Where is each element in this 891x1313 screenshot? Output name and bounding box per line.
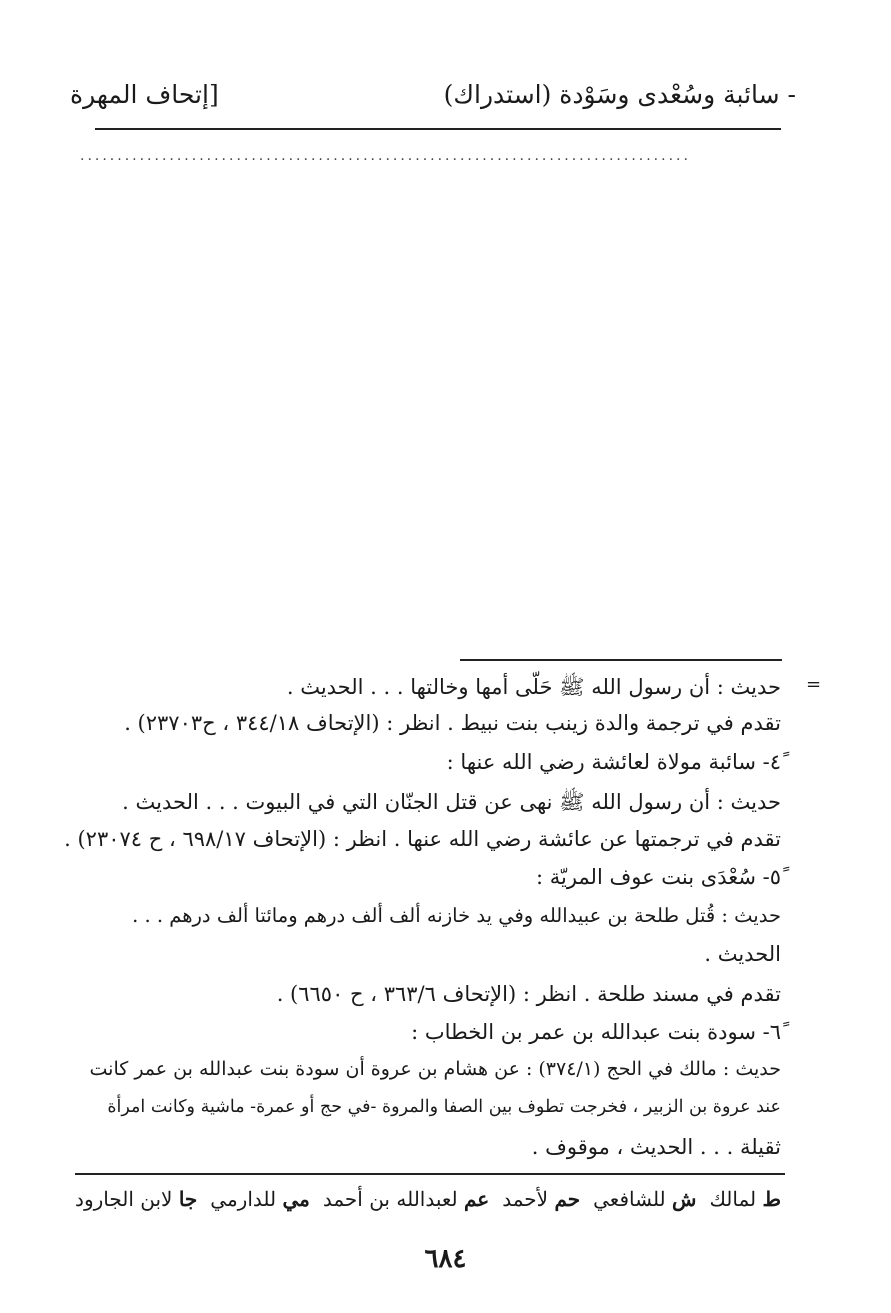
footnote-line: تقدم في ترجمة والدة زينب بنت نبيط . انظر : (الإتحاف ٣٤٤/١٨ ، ح٢٣٧٠٣) . (124, 711, 781, 735)
footnote-line: عند عروة بن الزبير ، فخرجت تطوف بين الصفا والمروة -في حج أو عمرة- ماشية وكانت امرأة (107, 1097, 781, 1117)
abbreviation-item: جا لابن الجارود (75, 1187, 198, 1211)
footnote-line: تقدم في مسند طلحة . انظر : (الإتحاف ٣٦٣/٦ ، ح ٦٦٥٠) . (276, 982, 781, 1006)
footnote-line: تقدم في ترجمتها عن عائشة رضي الله عنها . انظر : (الإتحاف ٦٩٨/١٧ ، ح ٢٣٠٧٤) . (64, 827, 781, 851)
dotted-separator: .................................................................................. (80, 148, 691, 164)
abbreviation-item: حم لأحمد (502, 1187, 581, 1211)
footnote-line: حديث : أن رسول الله ﷺ نهى عن قتل الجنّان التي في البيوت . . . الحديث . (122, 790, 781, 814)
footnote-line: ٦ً- سودة بنت عبدالله بن عمر بن الخطاب : (411, 1020, 781, 1044)
footnote-line: الحديث . (704, 942, 781, 966)
page-number: ٦٨٤ (424, 1244, 467, 1274)
footnote-line: حديث : أن رسول الله ﷺ حَلّى أمها وخالتها . . . الحديث . (286, 675, 781, 699)
footnote-line: ٤ً- سائبة مولاة لعائشة رضي الله عنها : (446, 750, 781, 774)
abbreviation-item: مي للدارمي (210, 1187, 310, 1211)
footnote-continuation-mark: = (806, 674, 822, 695)
abbreviation-item: ش للشافعي (593, 1187, 697, 1211)
footnote-line: حديث : قُتل طلحة بن عبيدالله وفي يد خازنه ألف ألف درهم ومائتا ألف درهم . . . (132, 904, 781, 927)
abbreviations-divider (75, 1173, 785, 1175)
header-divider (95, 128, 781, 130)
footnote-divider (460, 659, 782, 661)
abbreviations-legend (75, 1187, 781, 1211)
chapter-title: - سائبة وسُعْدى وسَوْدة (استدراك) (443, 80, 796, 109)
abbreviation-item: ط لمالك (709, 1187, 781, 1211)
footnote-line: ٥ً- سُعْدَى بنت عوف المريّة : (535, 865, 781, 889)
abbreviation-item: عم لعبدالله بن أحمد (322, 1187, 490, 1211)
footnote-line: ثقيلة . . . الحديث ، موقوف . (531, 1135, 781, 1159)
book-series-title: [إتحاف المهرة (70, 80, 219, 109)
footnote-line: حديث : مالك في الحج (٣٧٤/١) : عن هشام بن عروة أن سودة بنت عبدالله بن عمر كانت (89, 1058, 781, 1080)
